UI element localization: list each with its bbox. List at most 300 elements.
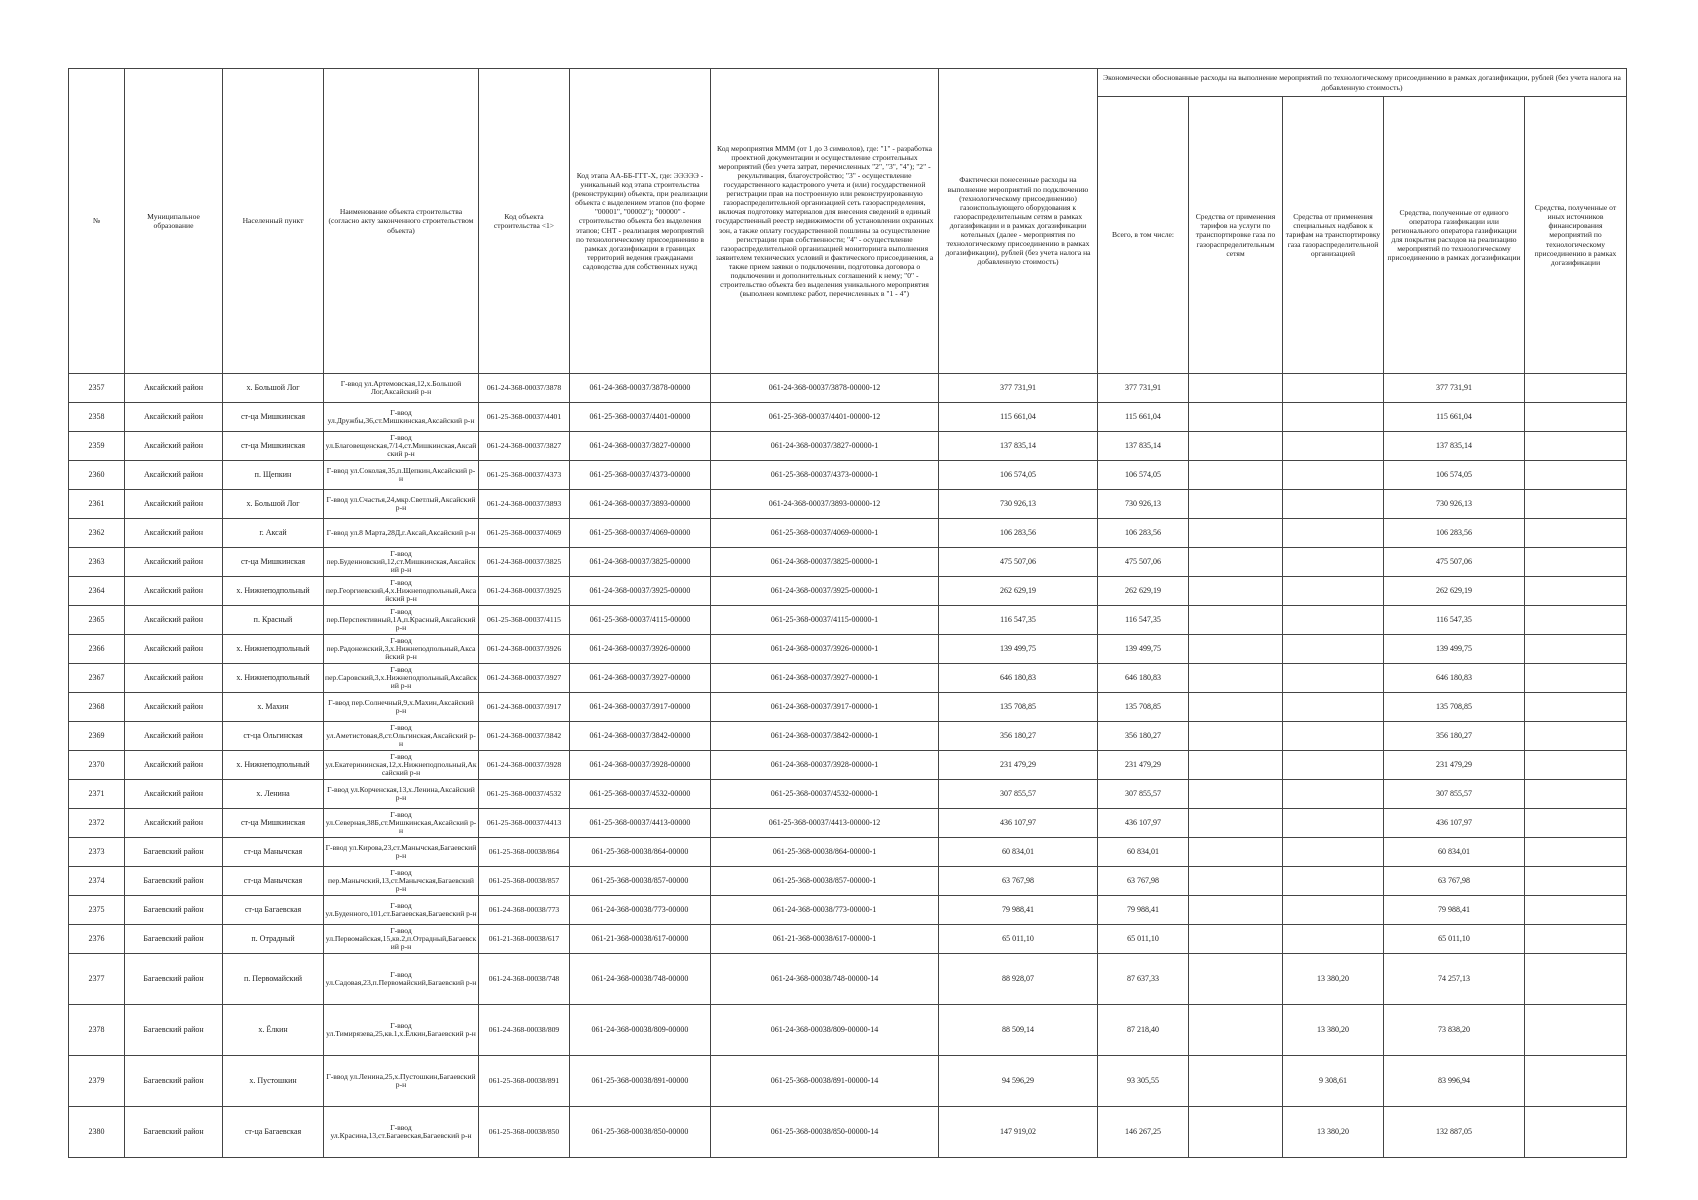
cell-object-name: Г-ввод ул.Дружбы,36,ст.Мишкинская,Аксайский р-н bbox=[324, 403, 479, 432]
cell-settlement: х. Нижнеподпольный bbox=[223, 664, 324, 693]
cell-actual-costs: 262 629,19 bbox=[939, 577, 1098, 606]
cell-object-name: Г-ввод ул.Буденного,101,ст.Багаевская,Багаевский р-н bbox=[324, 896, 479, 925]
cell-event-code: 061-24-368-00037/3925-00000-1 bbox=[711, 577, 939, 606]
cell-settlement: х. Ленина bbox=[223, 780, 324, 809]
cell-actual-costs: 137 835,14 bbox=[939, 432, 1098, 461]
cell-num: 2378 bbox=[69, 1005, 125, 1056]
cell-operator-funds: 60 834,01 bbox=[1384, 838, 1525, 867]
cell-object-code: 061-24-368-00038/773 bbox=[479, 896, 570, 925]
cell-actual-costs: 147 919,02 bbox=[939, 1107, 1098, 1158]
cell-event-code: 061-25-368-00038/857-00000-1 bbox=[711, 867, 939, 896]
cell-transport-tariffs bbox=[1189, 809, 1283, 838]
cell-municipality: Багаевский район bbox=[125, 1107, 223, 1158]
cell-num: 2376 bbox=[69, 925, 125, 954]
cell-municipality: Багаевский район bbox=[125, 1056, 223, 1107]
cell-actual-costs: 135 708,85 bbox=[939, 693, 1098, 722]
cell-special-markups bbox=[1283, 577, 1384, 606]
header-total: Всего, в том числе: bbox=[1098, 97, 1189, 374]
cell-event-code: 061-25-368-00038/850-00000-14 bbox=[711, 1107, 939, 1158]
table-row bbox=[69, 954, 1627, 1005]
cell-operator-funds: 106 283,56 bbox=[1384, 519, 1525, 548]
cell-stage-code: 061-24-368-00037/3927-00000 bbox=[570, 664, 711, 693]
cell-special-markups bbox=[1283, 867, 1384, 896]
cell-settlement: п. Отрадный bbox=[223, 925, 324, 954]
header-settlement: Населенный пункт bbox=[223, 69, 324, 374]
cell-other-sources bbox=[1525, 490, 1627, 519]
cell-object-code: 061-24-368-00037/3926 bbox=[479, 635, 570, 664]
cell-other-sources bbox=[1525, 751, 1627, 780]
cell-operator-funds: 436 107,97 bbox=[1384, 809, 1525, 838]
cell-object-code: 061-21-368-00038/617 bbox=[479, 925, 570, 954]
header-group-title: Экономически обоснованные расходы на выполнение мероприятий по технологическому присоединению в рамках догазификации, рублей (без учета налога на добавленную стоимость) bbox=[1098, 69, 1627, 97]
cell-total: 106 574,05 bbox=[1098, 461, 1189, 490]
cell-transport-tariffs bbox=[1189, 664, 1283, 693]
cell-other-sources bbox=[1525, 403, 1627, 432]
cell-settlement: х. Нижнеподпольный bbox=[223, 751, 324, 780]
cell-transport-tariffs bbox=[1189, 1056, 1283, 1107]
cell-total: 87 637,33 bbox=[1098, 954, 1189, 1005]
table-row bbox=[69, 548, 1627, 577]
cell-stage-code: 061-24-368-00037/3827-00000 bbox=[570, 432, 711, 461]
table-row bbox=[69, 1107, 1627, 1158]
header-special-markups: Средства от применения специальных надбавок к тарифам на транспортировку газа газораспределительной организацией bbox=[1283, 97, 1384, 374]
cell-special-markups: 13 380,20 bbox=[1283, 954, 1384, 1005]
cell-event-code: 061-24-368-00037/3827-00000-1 bbox=[711, 432, 939, 461]
cell-actual-costs: 231 479,29 bbox=[939, 751, 1098, 780]
cell-municipality: Аксайский район bbox=[125, 548, 223, 577]
cell-total: 646 180,83 bbox=[1098, 664, 1189, 693]
cell-num: 2361 bbox=[69, 490, 125, 519]
cell-transport-tariffs bbox=[1189, 374, 1283, 403]
cell-actual-costs: 307 855,57 bbox=[939, 780, 1098, 809]
cell-municipality: Аксайский район bbox=[125, 461, 223, 490]
cell-settlement: ст-ца Мишкинская bbox=[223, 403, 324, 432]
cell-municipality: Багаевский район bbox=[125, 867, 223, 896]
header-municipality: Муниципальное образование bbox=[125, 69, 223, 374]
cell-municipality: Аксайский район bbox=[125, 722, 223, 751]
cell-stage-code: 061-25-368-00037/4401-00000 bbox=[570, 403, 711, 432]
cell-operator-funds: 65 011,10 bbox=[1384, 925, 1525, 954]
cell-num: 2369 bbox=[69, 722, 125, 751]
cell-stage-code: 061-21-368-00038/617-00000 bbox=[570, 925, 711, 954]
cell-municipality: Аксайский район bbox=[125, 780, 223, 809]
cell-stage-code: 061-24-368-00037/3928-00000 bbox=[570, 751, 711, 780]
cell-num: 2358 bbox=[69, 403, 125, 432]
cell-object-code: 061-25-368-00037/4115 bbox=[479, 606, 570, 635]
cell-settlement: х. Нижнеподпольный bbox=[223, 577, 324, 606]
cell-special-markups bbox=[1283, 838, 1384, 867]
cell-operator-funds: 231 479,29 bbox=[1384, 751, 1525, 780]
cell-object-code: 061-24-368-00038/748 bbox=[479, 954, 570, 1005]
header-num: № bbox=[69, 69, 125, 374]
cell-object-name: Г-ввод пер.Солнечный,9,х.Махин,Аксайский р-н bbox=[324, 693, 479, 722]
cell-transport-tariffs bbox=[1189, 635, 1283, 664]
cell-other-sources bbox=[1525, 693, 1627, 722]
table-row bbox=[69, 664, 1627, 693]
cell-actual-costs: 79 988,41 bbox=[939, 896, 1098, 925]
cell-special-markups bbox=[1283, 461, 1384, 490]
cell-other-sources bbox=[1525, 722, 1627, 751]
cell-total: 139 499,75 bbox=[1098, 635, 1189, 664]
cell-event-code: 061-25-368-00037/4532-00000-1 bbox=[711, 780, 939, 809]
cell-actual-costs: 116 547,35 bbox=[939, 606, 1098, 635]
cell-other-sources bbox=[1525, 838, 1627, 867]
cell-special-markups bbox=[1283, 519, 1384, 548]
cell-operator-funds: 475 507,06 bbox=[1384, 548, 1525, 577]
cell-total: 106 283,56 bbox=[1098, 519, 1189, 548]
cell-other-sources bbox=[1525, 606, 1627, 635]
cell-object-name: Г-ввод пер.Манычский,13,ст.Манычская,Багаевский р-н bbox=[324, 867, 479, 896]
cell-actual-costs: 88 509,14 bbox=[939, 1005, 1098, 1056]
cell-object-code: 061-24-368-00037/3842 bbox=[479, 722, 570, 751]
cell-municipality: Багаевский район bbox=[125, 925, 223, 954]
cell-special-markups bbox=[1283, 548, 1384, 577]
cell-num: 2379 bbox=[69, 1056, 125, 1107]
cell-settlement: п. Первомайский bbox=[223, 954, 324, 1005]
cell-other-sources bbox=[1525, 809, 1627, 838]
table-row bbox=[69, 519, 1627, 548]
cell-municipality: Аксайский район bbox=[125, 635, 223, 664]
cell-municipality: Багаевский район bbox=[125, 838, 223, 867]
header-event-code: Код мероприятия МММ (от 1 до 3 символов), где: "1" - разработка проектной документации и осуществление строительных мероприятий (без учета затрат, перечисленных "2", "3", "4"); "2" - рекультивация, благоустройство; "3" - осуществление государственного кадастрового учета и (или) государственной регистрации прав на построенную или реконструированную газораспределительной организацией сеть газораспределения, включая подготовку материалов для внесения сведений в единый государственный реестр недвижимости об установлении охранных зон, а также оплату государственной пошлины за осуществление регистрации прав собственности; "4" - осуществление газораспределительной организацией мониторинга выполнения заявителем технических условий и фактического присоединения, а также прием заявки о подключении, подготовка договора о подключении и дополнительных соглашений к нему; "0" - строительство объекта без выделения уникального мероприятия (выполнен комплекс работ, перечисленных в "1 - 4") bbox=[711, 69, 939, 374]
cell-num: 2359 bbox=[69, 432, 125, 461]
cell-transport-tariffs bbox=[1189, 693, 1283, 722]
cell-transport-tariffs bbox=[1189, 519, 1283, 548]
cell-stage-code: 061-24-368-00037/3842-00000 bbox=[570, 722, 711, 751]
cell-num: 2362 bbox=[69, 519, 125, 548]
cell-municipality: Аксайский район bbox=[125, 374, 223, 403]
table-row bbox=[69, 635, 1627, 664]
cell-object-name: Г-ввод пер.Георгиевский,4,х.Нижнеподпольный,Аксайский р-н bbox=[324, 577, 479, 606]
cell-object-code: 061-25-368-00037/4413 bbox=[479, 809, 570, 838]
cell-special-markups bbox=[1283, 490, 1384, 519]
cell-special-markups bbox=[1283, 403, 1384, 432]
cell-stage-code: 061-25-368-00037/4373-00000 bbox=[570, 461, 711, 490]
cell-event-code: 061-24-368-00037/3928-00000-1 bbox=[711, 751, 939, 780]
cell-event-code: 061-25-368-00037/4373-00000-1 bbox=[711, 461, 939, 490]
cell-num: 2370 bbox=[69, 751, 125, 780]
cell-operator-funds: 132 887,05 bbox=[1384, 1107, 1525, 1158]
cell-actual-costs: 88 928,07 bbox=[939, 954, 1098, 1005]
cell-special-markups bbox=[1283, 925, 1384, 954]
cell-municipality: Багаевский район bbox=[125, 896, 223, 925]
cell-municipality: Аксайский район bbox=[125, 606, 223, 635]
cell-object-code: 061-24-368-00037/3827 bbox=[479, 432, 570, 461]
cell-object-code: 061-24-368-00037/3928 bbox=[479, 751, 570, 780]
cell-object-name: Г-ввод ул.Артемовская,12,х.Большой Лог,Аксайский р-н bbox=[324, 374, 479, 403]
cell-actual-costs: 377 731,91 bbox=[939, 374, 1098, 403]
table-row bbox=[69, 693, 1627, 722]
cell-special-markups bbox=[1283, 664, 1384, 693]
cell-stage-code: 061-24-368-00037/3925-00000 bbox=[570, 577, 711, 606]
cell-operator-funds: 377 731,91 bbox=[1384, 374, 1525, 403]
cell-transport-tariffs bbox=[1189, 751, 1283, 780]
cell-special-markups bbox=[1283, 606, 1384, 635]
cell-object-name: Г-ввод ул.Аметистовая,8,ст.Ольгинская,Аксайский р-н bbox=[324, 722, 479, 751]
cell-special-markups bbox=[1283, 809, 1384, 838]
cell-settlement: ст-ца Мишкинская bbox=[223, 432, 324, 461]
cell-total: 436 107,97 bbox=[1098, 809, 1189, 838]
cell-num: 2373 bbox=[69, 838, 125, 867]
cell-transport-tariffs bbox=[1189, 1005, 1283, 1056]
cell-num: 2357 bbox=[69, 374, 125, 403]
cell-municipality: Аксайский район bbox=[125, 403, 223, 432]
cell-special-markups: 13 380,20 bbox=[1283, 1107, 1384, 1158]
cell-object-name: Г-ввод ул.Первомайская,15,кв.2,п.Отрадный,Багаевский р-н bbox=[324, 925, 479, 954]
cell-stage-code: 061-24-368-00038/773-00000 bbox=[570, 896, 711, 925]
cell-actual-costs: 356 180,27 bbox=[939, 722, 1098, 751]
cell-num: 2364 bbox=[69, 577, 125, 606]
cell-other-sources bbox=[1525, 1056, 1627, 1107]
table-row bbox=[69, 1056, 1627, 1107]
cell-object-code: 061-25-368-00037/4373 bbox=[479, 461, 570, 490]
cell-settlement: х. Ёлкин bbox=[223, 1005, 324, 1056]
cell-municipality: Аксайский район bbox=[125, 490, 223, 519]
cell-other-sources bbox=[1525, 954, 1627, 1005]
cell-settlement: х. Большой Лог bbox=[223, 490, 324, 519]
header-operator-funds: Средства, полученные от единого оператора газификации или регионального оператора газификации для покрытия расходов на реализацию мероприятий по технологическому присоединению в рамках догазификации bbox=[1384, 97, 1525, 374]
document-sheet bbox=[68, 68, 1626, 1158]
cell-total: 79 988,41 bbox=[1098, 896, 1189, 925]
table-row bbox=[69, 722, 1627, 751]
cell-actual-costs: 730 926,13 bbox=[939, 490, 1098, 519]
cell-object-name: Г-ввод пер.Перспективный,1А,п.Красный,Аксайский р-н bbox=[324, 606, 479, 635]
cell-stage-code: 061-25-368-00038/850-00000 bbox=[570, 1107, 711, 1158]
cell-settlement: ст-ца Мишкинская bbox=[223, 548, 324, 577]
cell-operator-funds: 106 574,05 bbox=[1384, 461, 1525, 490]
cell-num: 2377 bbox=[69, 954, 125, 1005]
cell-transport-tariffs bbox=[1189, 461, 1283, 490]
cell-operator-funds: 83 996,94 bbox=[1384, 1056, 1525, 1107]
cell-settlement: х. Нижнеподпольный bbox=[223, 635, 324, 664]
cell-transport-tariffs bbox=[1189, 606, 1283, 635]
cell-operator-funds: 135 708,85 bbox=[1384, 693, 1525, 722]
cell-special-markups bbox=[1283, 896, 1384, 925]
cell-object-code: 061-24-368-00037/3925 bbox=[479, 577, 570, 606]
cell-special-markups bbox=[1283, 722, 1384, 751]
cell-settlement: ст-ца Мишкинская bbox=[223, 809, 324, 838]
cell-transport-tariffs bbox=[1189, 896, 1283, 925]
cell-other-sources bbox=[1525, 577, 1627, 606]
table-row bbox=[69, 374, 1627, 403]
cell-municipality: Аксайский район bbox=[125, 664, 223, 693]
cell-stage-code: 061-25-368-00037/4115-00000 bbox=[570, 606, 711, 635]
cell-object-name: Г-ввод ул.Северная,38Б,ст.Мишкинская,Аксайский р-н bbox=[324, 809, 479, 838]
cell-stage-code: 061-25-368-00037/4069-00000 bbox=[570, 519, 711, 548]
header-actual-costs: Фактически понесенные расходы на выполнение мероприятий по подключению (технологическому присоединению) газоиспользующего оборудования к газораспределительным сетям в рамках догазификации и в рамках догазификации котельных (далее - мероприятия по технологическому присоединению в рамках догазификации), рублей (без учета налога на добавленную стоимость) bbox=[939, 69, 1098, 374]
cell-settlement: ст-ца Багаевская bbox=[223, 1107, 324, 1158]
cell-object-code: 061-24-368-00037/3927 bbox=[479, 664, 570, 693]
table-row bbox=[69, 1005, 1627, 1056]
cell-transport-tariffs bbox=[1189, 548, 1283, 577]
cell-other-sources bbox=[1525, 664, 1627, 693]
cell-operator-funds: 116 547,35 bbox=[1384, 606, 1525, 635]
cell-total: 93 305,55 bbox=[1098, 1056, 1189, 1107]
cell-other-sources bbox=[1525, 519, 1627, 548]
cell-operator-funds: 73 838,20 bbox=[1384, 1005, 1525, 1056]
header-object-code: Код объекта строительства <1> bbox=[479, 69, 570, 374]
cell-total: 116 547,35 bbox=[1098, 606, 1189, 635]
cell-object-name: Г-ввод ул.Екатерининская,12,х.Нижнеподпольный,Аксайский р-н bbox=[324, 751, 479, 780]
cell-event-code: 061-25-368-00037/4401-00000-12 bbox=[711, 403, 939, 432]
cell-stage-code: 061-24-368-00037/3893-00000 bbox=[570, 490, 711, 519]
cell-object-name: Г-ввод ул.Благовещенская,7/14,ст.Мишкинская,Аксайский р-н bbox=[324, 432, 479, 461]
cell-total: 135 708,85 bbox=[1098, 693, 1189, 722]
cell-actual-costs: 65 011,10 bbox=[939, 925, 1098, 954]
cell-stage-code: 061-25-368-00037/4413-00000 bbox=[570, 809, 711, 838]
cell-actual-costs: 139 499,75 bbox=[939, 635, 1098, 664]
cell-transport-tariffs bbox=[1189, 722, 1283, 751]
cell-settlement: п. Щепкин bbox=[223, 461, 324, 490]
cell-object-name: Г-ввод ул.Садовая,23,п.Первомайский,Багаевский р-н bbox=[324, 954, 479, 1005]
cell-other-sources bbox=[1525, 548, 1627, 577]
cell-municipality: Аксайский район bbox=[125, 432, 223, 461]
cell-stage-code: 061-24-368-00037/3825-00000 bbox=[570, 548, 711, 577]
cell-object-code: 061-25-368-00038/857 bbox=[479, 867, 570, 896]
cell-actual-costs: 94 596,29 bbox=[939, 1056, 1098, 1107]
cell-num: 2372 bbox=[69, 809, 125, 838]
cell-total: 307 855,57 bbox=[1098, 780, 1189, 809]
cell-municipality: Аксайский район bbox=[125, 693, 223, 722]
cell-operator-funds: 74 257,13 bbox=[1384, 954, 1525, 1005]
cell-event-code: 061-24-368-00037/3917-00000-1 bbox=[711, 693, 939, 722]
cell-settlement: п. Красный bbox=[223, 606, 324, 635]
cell-total: 231 479,29 bbox=[1098, 751, 1189, 780]
cell-total: 146 267,25 bbox=[1098, 1107, 1189, 1158]
cell-special-markups bbox=[1283, 751, 1384, 780]
cell-object-code: 061-25-368-00038/850 bbox=[479, 1107, 570, 1158]
table-row bbox=[69, 432, 1627, 461]
table-row bbox=[69, 577, 1627, 606]
header-transport-tariffs: Средства от применения тарифов на услуги по транспортировке газа по газораспределительным сетям bbox=[1189, 97, 1283, 374]
table-row bbox=[69, 838, 1627, 867]
cell-total: 356 180,27 bbox=[1098, 722, 1189, 751]
cell-municipality: Аксайский район bbox=[125, 751, 223, 780]
cell-event-code: 061-25-368-00038/864-00000-1 bbox=[711, 838, 939, 867]
cell-operator-funds: 115 661,04 bbox=[1384, 403, 1525, 432]
table-row bbox=[69, 867, 1627, 896]
cell-object-code: 061-25-368-00037/4532 bbox=[479, 780, 570, 809]
cell-operator-funds: 139 499,75 bbox=[1384, 635, 1525, 664]
cell-operator-funds: 63 767,98 bbox=[1384, 867, 1525, 896]
table-row bbox=[69, 403, 1627, 432]
cell-other-sources bbox=[1525, 432, 1627, 461]
cell-event-code: 061-24-368-00037/3878-00000-12 bbox=[711, 374, 939, 403]
cell-operator-funds: 646 180,83 bbox=[1384, 664, 1525, 693]
cell-total: 87 218,40 bbox=[1098, 1005, 1189, 1056]
cell-municipality: Аксайский район bbox=[125, 519, 223, 548]
cell-event-code: 061-24-368-00037/3825-00000-1 bbox=[711, 548, 939, 577]
cell-event-code: 061-25-368-00038/891-00000-14 bbox=[711, 1056, 939, 1107]
table-row bbox=[69, 461, 1627, 490]
cell-total: 730 926,13 bbox=[1098, 490, 1189, 519]
cell-num: 2380 bbox=[69, 1107, 125, 1158]
cell-transport-tariffs bbox=[1189, 490, 1283, 519]
cell-municipality: Аксайский район bbox=[125, 577, 223, 606]
cell-transport-tariffs bbox=[1189, 838, 1283, 867]
cell-actual-costs: 106 574,05 bbox=[939, 461, 1098, 490]
cell-special-markups bbox=[1283, 635, 1384, 664]
cell-actual-costs: 63 767,98 bbox=[939, 867, 1098, 896]
cell-actual-costs: 436 107,97 bbox=[939, 809, 1098, 838]
cell-object-name: Г-ввод пер.Буденновский,12,ст.Мишкинская,Аксайский р-н bbox=[324, 548, 479, 577]
cell-transport-tariffs bbox=[1189, 577, 1283, 606]
cell-object-name: Г-ввод ул.Тимирязева,25,кв.1,х.Ёлкин,Багаевский р-н bbox=[324, 1005, 479, 1056]
cell-actual-costs: 475 507,06 bbox=[939, 548, 1098, 577]
cell-transport-tariffs bbox=[1189, 432, 1283, 461]
cell-total: 262 629,19 bbox=[1098, 577, 1189, 606]
table-row bbox=[69, 606, 1627, 635]
cell-event-code: 061-21-368-00038/617-00000-1 bbox=[711, 925, 939, 954]
cell-object-code: 061-24-368-00037/3825 bbox=[479, 548, 570, 577]
table-row bbox=[69, 896, 1627, 925]
cell-object-name: Г-ввод ул.Соколая,35,п.Щепкин,Аксайский р-н bbox=[324, 461, 479, 490]
cell-other-sources bbox=[1525, 867, 1627, 896]
cell-municipality: Багаевский район bbox=[125, 1005, 223, 1056]
header-stage-code: Код этапа АА-ББ-ГГГ-Х, где: ЭЭЭЭЭ - уникальный код этапа строительства (реконструкции) объекта, при реализации объекта с выделением этапов (по форме "00001", "00002"); "00000" - строительство объекта без выделения этапов; СНТ - реализация мероприятий по технологическому присоединению в рамках догазификации в границах территорий ведения гражданами садоводства для собственных нужд bbox=[570, 69, 711, 374]
cell-stage-code: 061-25-368-00037/4532-00000 bbox=[570, 780, 711, 809]
table-row bbox=[69, 809, 1627, 838]
cell-settlement: ст-ца Багаевская bbox=[223, 896, 324, 925]
cell-object-name: Г-ввод ул.Ленина,25,х.Пустошкин,Багаевский р-н bbox=[324, 1056, 479, 1107]
cell-stage-code: 061-24-368-00037/3878-00000 bbox=[570, 374, 711, 403]
cell-num: 2375 bbox=[69, 896, 125, 925]
cell-transport-tariffs bbox=[1189, 1107, 1283, 1158]
cell-actual-costs: 646 180,83 bbox=[939, 664, 1098, 693]
cell-total: 60 834,01 bbox=[1098, 838, 1189, 867]
cell-event-code: 061-24-368-00038/773-00000-1 bbox=[711, 896, 939, 925]
cell-num: 2366 bbox=[69, 635, 125, 664]
cell-other-sources bbox=[1525, 780, 1627, 809]
cell-special-markups: 9 308,61 bbox=[1283, 1056, 1384, 1107]
cell-object-name: Г-ввод ул.8 Марта,28Д,г.Аксай,Аксайский р-н bbox=[324, 519, 479, 548]
cell-special-markups: 13 380,20 bbox=[1283, 1005, 1384, 1056]
cell-object-code: 061-24-368-00038/809 bbox=[479, 1005, 570, 1056]
cell-object-code: 061-25-368-00038/891 bbox=[479, 1056, 570, 1107]
cell-settlement: х. Большой Лог bbox=[223, 374, 324, 403]
cell-stage-code: 061-24-368-00037/3926-00000 bbox=[570, 635, 711, 664]
cell-actual-costs: 106 283,56 bbox=[939, 519, 1098, 548]
cell-object-name: Г-ввод пер.Радонежский,3,х.Нижнеподпольный,Аксайский р-н bbox=[324, 635, 479, 664]
cell-object-name: Г-ввод ул.Счастья,24,мкр.Светлый,Аксайский р-н bbox=[324, 490, 479, 519]
cell-special-markups bbox=[1283, 374, 1384, 403]
cell-special-markups bbox=[1283, 432, 1384, 461]
cell-other-sources bbox=[1525, 896, 1627, 925]
table-row bbox=[69, 780, 1627, 809]
cell-event-code: 061-24-368-00037/3842-00000-1 bbox=[711, 722, 939, 751]
cell-actual-costs: 60 834,01 bbox=[939, 838, 1098, 867]
cell-settlement: ст-ца Манычская bbox=[223, 867, 324, 896]
cell-stage-code: 061-24-368-00038/809-00000 bbox=[570, 1005, 711, 1056]
cell-transport-tariffs bbox=[1189, 867, 1283, 896]
cell-event-code: 061-25-368-00037/4413-00000-12 bbox=[711, 809, 939, 838]
data-table bbox=[68, 68, 1627, 1158]
cell-object-name: Г-ввод ул.Корченская,13,х.Ленина,Аксайский р-н bbox=[324, 780, 479, 809]
cell-object-name: Г-ввод пер.Саровский,3,х.Нижнеподпольный,Аксайский р-н bbox=[324, 664, 479, 693]
cell-settlement: х. Махин bbox=[223, 693, 324, 722]
cell-operator-funds: 262 629,19 bbox=[1384, 577, 1525, 606]
cell-num: 2363 bbox=[69, 548, 125, 577]
cell-total: 63 767,98 bbox=[1098, 867, 1189, 896]
cell-operator-funds: 730 926,13 bbox=[1384, 490, 1525, 519]
cell-operator-funds: 137 835,14 bbox=[1384, 432, 1525, 461]
cell-stage-code: 061-24-368-00037/3917-00000 bbox=[570, 693, 711, 722]
cell-object-code: 061-24-368-00037/3878 bbox=[479, 374, 570, 403]
table-row bbox=[69, 925, 1627, 954]
cell-municipality: Аксайский район bbox=[125, 809, 223, 838]
cell-settlement: х. Пустошкин bbox=[223, 1056, 324, 1107]
cell-event-code: 061-25-368-00037/4069-00000-1 bbox=[711, 519, 939, 548]
